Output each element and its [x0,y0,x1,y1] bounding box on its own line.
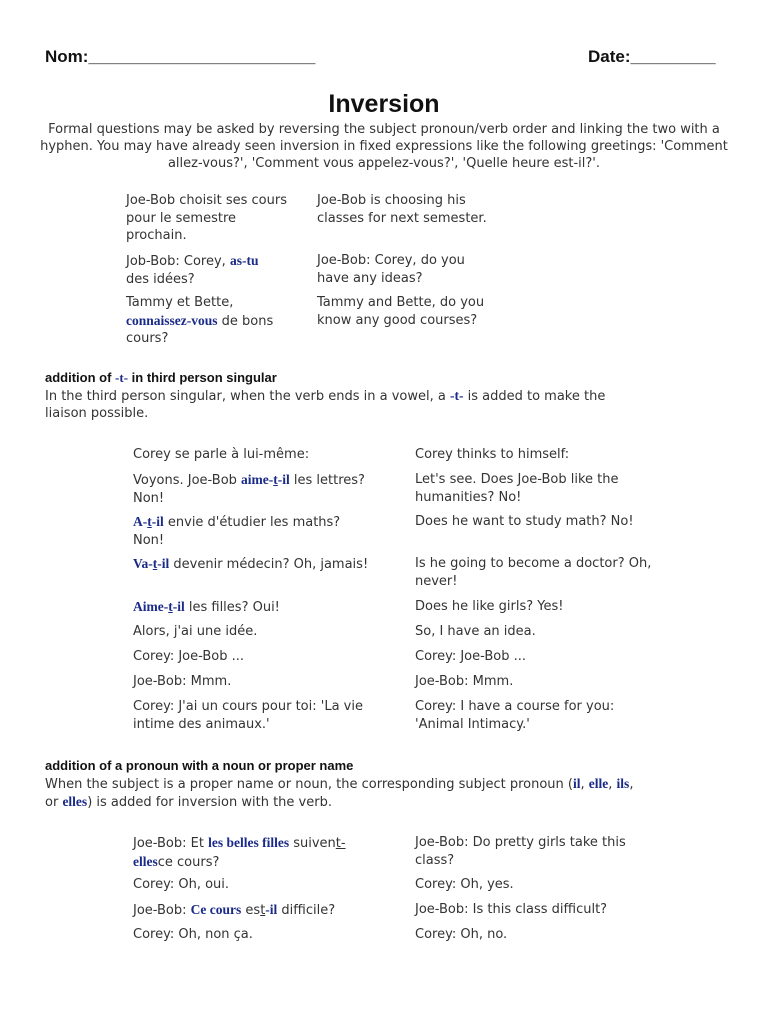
table2-row3-en: Does he want to study math? No! [415,514,634,529]
table3-row3-fr: Joe-Bob: Ce cours est-il difficile? [133,902,336,918]
table1-row2-fr: Job-Bob: Corey, as-tu des idées? [126,253,259,287]
table2-row5-fr: Aime-t-il les filles? Oui! [133,599,280,615]
table2-row1-en: Corey thinks to himself: [415,447,570,462]
page-title: Inversion [328,90,440,118]
table2-row1-fr: Corey se parle à lui-même: [133,447,310,462]
table2-row5-en: Does he like girls? Yes! [415,599,564,614]
table1-row1-en: Joe-Bob is choosing his classes for next semester. [317,193,487,226]
table3-row2-en: Corey: Oh, yes. [415,877,514,892]
table2-row3-fr: A-t-il envie d'étudier les maths? Non! [133,514,341,548]
name-field-label: Nom:________________________ [45,47,316,66]
date-field-label: Date:_________ [588,47,716,66]
intro-paragraph: Formal questions may be asked by reversing the subject pronoun/verb order and linking the two with a hyphen. You may have already seen inversion in fixed expressions like the following greetings: 'Comment allez-vous?', 'Comment vous appelez-vous?', 'Quelle heure est-il?'. [40,122,728,171]
section-text-t-addition: In the third person singular, when the verb ends in a vowel, a -t- is added to make the liaison possible. [45,388,606,421]
table3-row1-fr: Joe-Bob: Et les belles filles suivent- ellesce cours? [133,835,346,870]
table3-row4-fr: Corey: Oh, non ça. [133,927,253,942]
table2-row8-fr: Joe-Bob: Mmm. [133,674,232,689]
table3-row1-en: Joe-Bob: Do pretty girls take this class? [415,835,626,868]
table3-row3-en: Joe-Bob: Is this class difficult? [415,902,608,917]
table2-row8-en: Joe-Bob: Mmm. [415,674,514,689]
table2-row4-fr: Va-t-il devenir médecin? Oh, jamais! [133,556,369,572]
table2-row9-en: Corey: I have a course for you: 'Animal Intimacy.' [415,699,615,732]
table2-row2-fr: Voyons. Joe-Bob aime-t-il les lettres? Non! [133,472,365,506]
table2-row7-en: Corey: Joe-Bob ... [415,649,527,664]
table3-row2-fr: Corey: Oh, oui. [133,877,230,892]
table1-row3-en: Tammy and Bette, do you know any good courses? [317,295,485,328]
table1-row1-fr: Joe-Bob choisit ses cours pour le semestre prochain. [126,193,287,243]
table2-row2-en: Let's see. Does Joe-Bob like the humanities? No! [415,472,619,505]
table2-row6-fr: Alors, j'ai une idée. [133,624,258,639]
table2-row6-en: So, I have an idea. [415,624,536,639]
section-title-pronoun-addition: addition of a pronoun with a noun or proper name [45,758,354,773]
section-title-t-addition: addition of -t- in third person singular [45,370,277,385]
table2-row7-fr: Corey: Joe-Bob ... [133,649,245,664]
table2-row4-en: Is he going to become a doctor? Oh, never! [415,556,652,589]
table3-row4-en: Corey: Oh, no. [415,927,508,942]
section-text-pronoun-addition: When the subject is a proper name or noun, the corresponding subject pronoun (il, elle, ils, or elles) is added for inversion with the verb. [45,776,634,810]
table1-row3-fr: Tammy et Bette, connaissez-vous de bons cours? [126,295,274,346]
table1-row2-en: Joe-Bob: Corey, do you have any ideas? [317,253,465,286]
table2-row9-fr: Corey: J'ai un cours pour toi: 'La vie intime des animaux.' [133,699,363,732]
